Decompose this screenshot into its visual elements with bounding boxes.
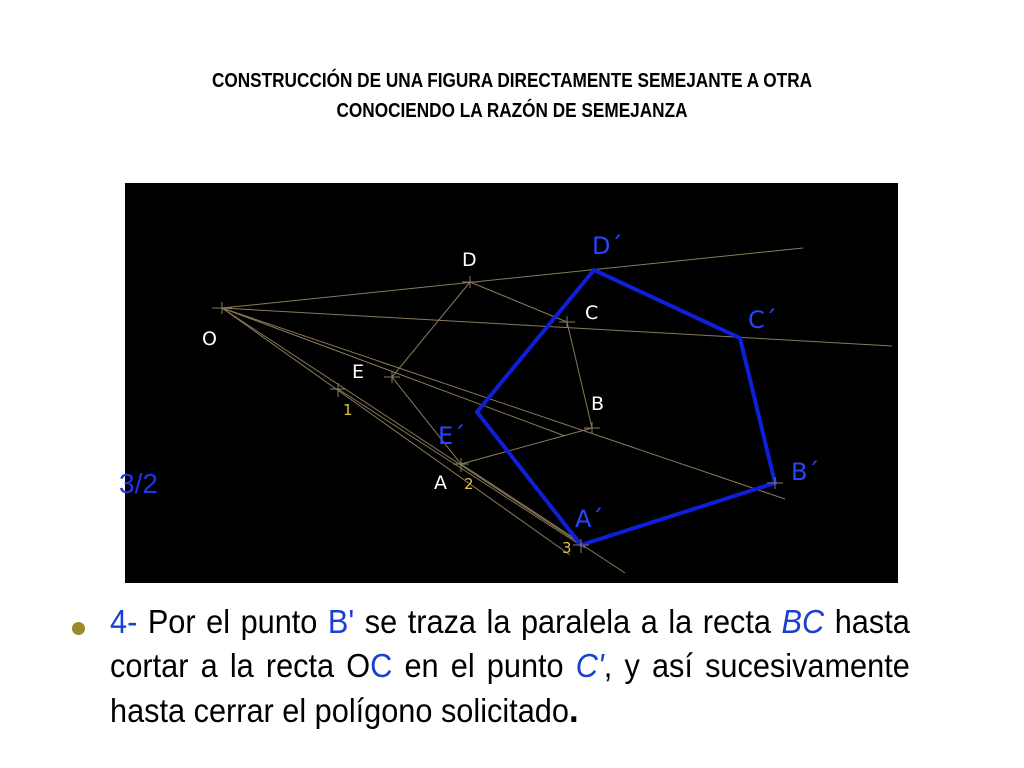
division-label-2: 2 [464, 475, 474, 493]
step-text-1: Por el punto [137, 603, 328, 640]
bullet-dot [72, 622, 85, 635]
label-b-prime: B´ [791, 458, 820, 486]
label-a: A [434, 472, 447, 494]
division-label-3: 3 [562, 539, 572, 557]
step-line-bc: BC [781, 603, 825, 640]
label-d-prime: D´ [592, 232, 623, 260]
label-d: D [462, 249, 477, 271]
label-o: O [202, 328, 217, 350]
title-line-2: CONOCIENDO LA RAZÓN DE SEMEJANZA [336, 100, 688, 122]
label-c: C [585, 302, 599, 324]
label-e: E [352, 361, 365, 383]
step-number: 4- [110, 603, 138, 640]
label-c-prime: C´ [748, 306, 777, 334]
diagram-background [125, 183, 898, 583]
step-point-c: C [370, 647, 393, 684]
step-text-2: se traza la paralela a la recta [354, 603, 782, 640]
division-label-1: 1 [343, 401, 353, 419]
ratio-label: 3/2 [119, 468, 158, 499]
page-title [72, 66, 953, 126]
label-e-prime: E´ [438, 422, 466, 450]
step-description [110, 600, 910, 733]
label-b: B [591, 393, 605, 415]
label-a-prime: A´ [575, 505, 604, 533]
diagram-canvas [119, 183, 898, 583]
step-point-b-prime: B' [327, 603, 355, 640]
title-line-1: CONSTRUCCIÓN DE UNA FIGURA DIRECTAMENTE SEMEJANTE A OTRA [211, 70, 813, 92]
step-text-3: hasta cortar a la recta O [110, 603, 910, 684]
step-point-c-prime: C' [575, 647, 604, 684]
step-period: . [568, 689, 579, 731]
step-text-5: , y así sucesivamente hasta cerrar el polígono solicitado [110, 647, 910, 729]
step-text-4: en el punto [392, 647, 576, 684]
geometry-diagram [119, 183, 898, 583]
